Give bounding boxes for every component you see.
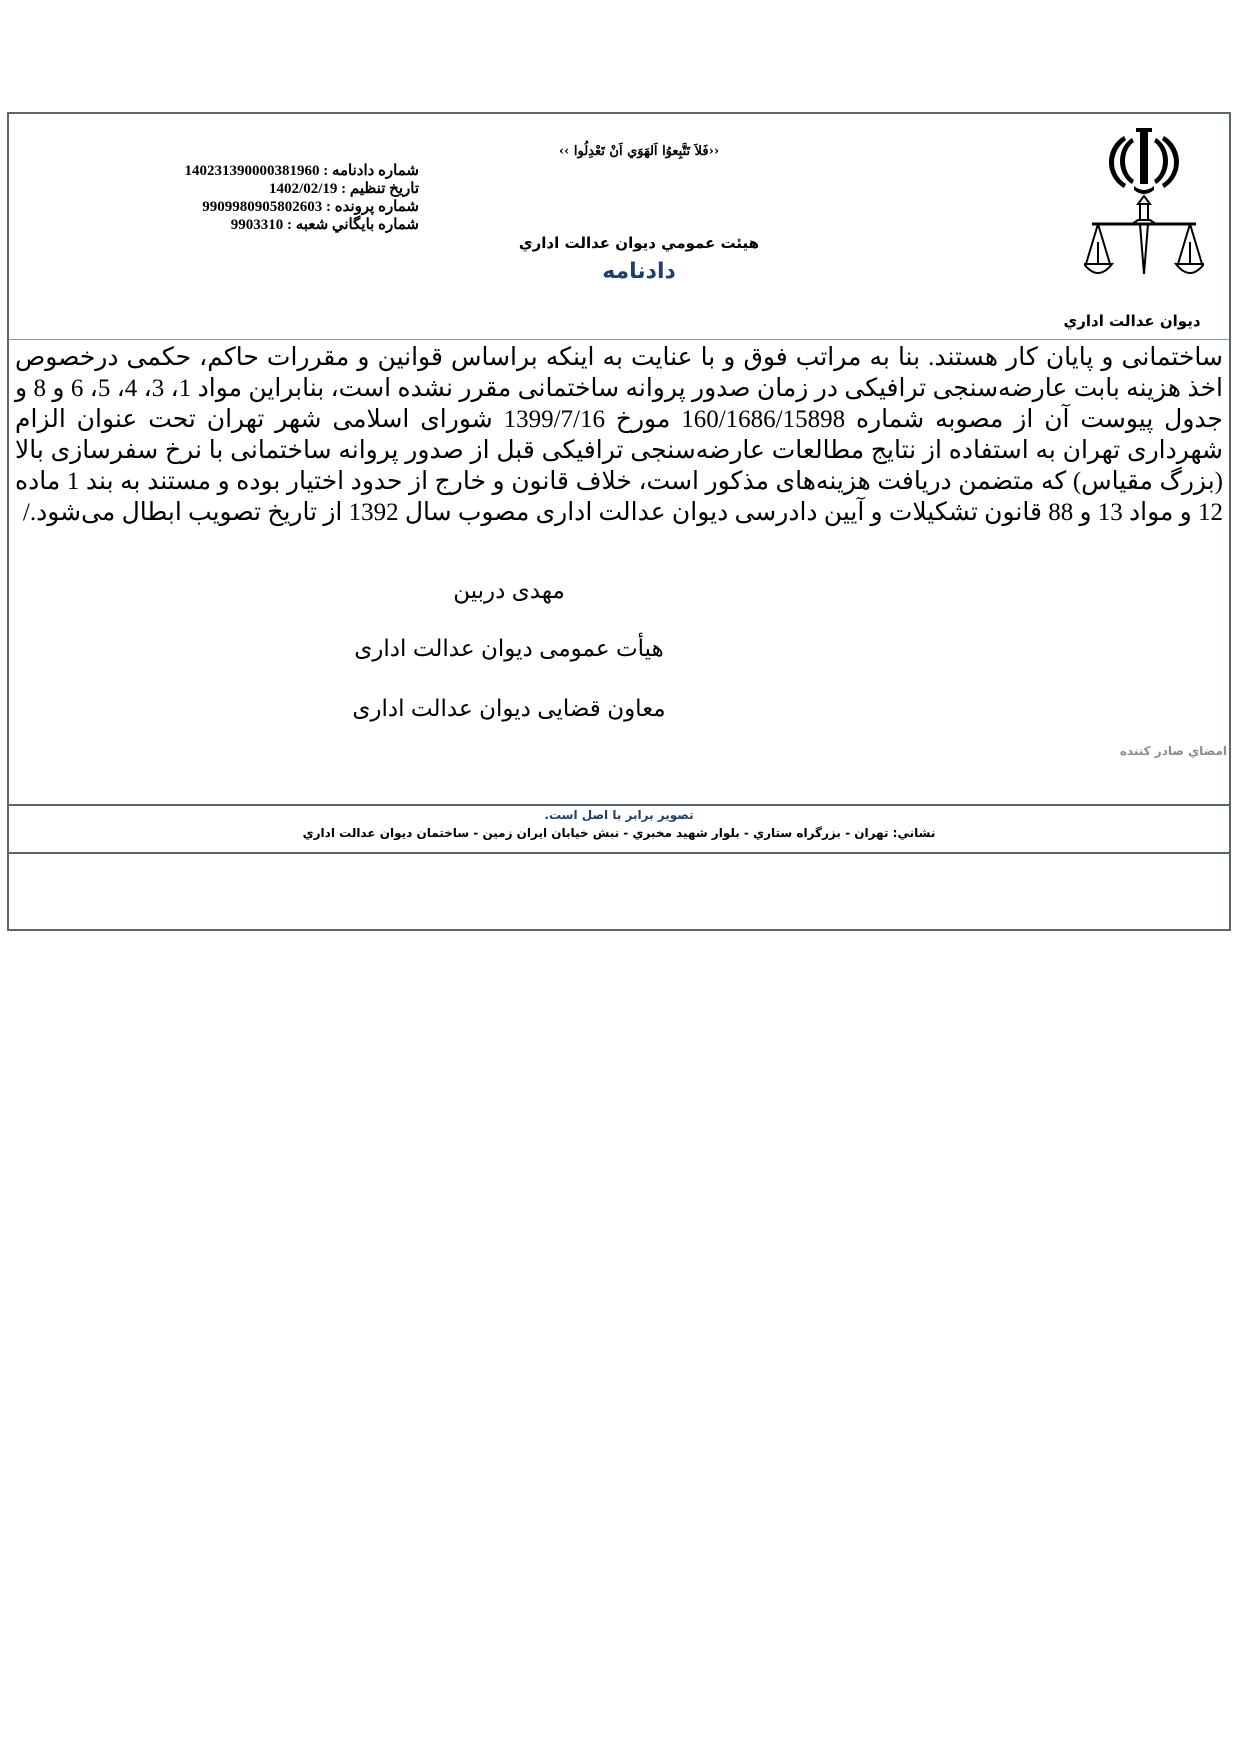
emblem-caption: ديوان عدالت اداري xyxy=(1063,312,1201,330)
certified-copy-note: تصوير برابر با اصل است. xyxy=(544,808,694,822)
issue-date-row xyxy=(99,180,419,198)
court-address: نشاني: تهران - بزرگراه ستاري - بلوار شهيد مخبري - نبش خيابان ايران زمين - ساختمان ديوان عدالت اداري xyxy=(302,826,936,840)
meta-value: 1402/02/19 xyxy=(269,181,338,197)
meta-label: شماره پرونده : xyxy=(325,199,419,215)
meta-value: 9909980905802603 xyxy=(202,199,323,215)
meta-label: شماره بايگاني شعبه : xyxy=(287,217,419,233)
meta-value: 140231390000381960 xyxy=(184,163,320,179)
branch-archive-number-row xyxy=(99,216,419,234)
quran-verse: ‹‹فَلاَ تَتَّبِعوُا اَلهَوَي اَنْ تَعْدِلُوا ›› xyxy=(558,144,720,159)
signer-board: هیأت عمومی دیوان عدالت اداری xyxy=(354,635,664,661)
decree-frame xyxy=(7,112,1231,931)
signer-title: معاون قضایی دیوان عدالت اداری xyxy=(352,695,666,721)
document-title: دادنامه xyxy=(602,259,676,284)
verdict-body: ساختمانی و پایان کار هستند. بنا به مراتب فوق و با عنایت به اینکه براساس قوانین و مقررات حاکم، حکمی درخصوص اخذ هزینه بابت عارضه‌سنجی ترافیکی در زمان صدور پروانه ساختمانی مقرر نشده است، بنابراین مواد 1، 3، 4، 5، 6 و 8 و جدول پیوست آن از مصوبه شماره 160/1686/15898 مورخ 1399/7/16 شورای اسلامی شهر تهران تحت عنوان الزام شهرداری تهران به استفاده از نتایج مطالعات عارضه‌سنجی ترافیکی قبل از صدور پروانه ساختمانی با نرخ سفرسازی بالا (بزرگ مقیاس) که متضمن دریافت هزینه‌های مذکور است، خلاف قانون و خارج از حدود اختیار بوده و مستند به بند 1 ماده 12 و مواد 13 و 88 قانون تشکیلات و آیین دادرسی دیوان عدالت اداری مصوب سال 1392 از تاریخ تصویب ابطال می‌شود./ xyxy=(15,344,1223,526)
verdict-number-row xyxy=(99,162,419,180)
meta-value: 9903310 xyxy=(230,217,284,233)
meta-label: تاريخ تنظيم : xyxy=(341,181,419,197)
signer-name: مهدی دربین xyxy=(453,577,565,603)
document-footer xyxy=(9,804,1229,931)
case-file-number-row xyxy=(99,198,419,216)
emblem xyxy=(1063,124,1219,334)
meta-label: شماره دادنامه : xyxy=(323,163,419,179)
scales-of-justice-emblem-icon xyxy=(1084,124,1204,304)
issuer-signature-label: امضاي صادر كننده xyxy=(1119,744,1227,758)
board-name: هيئت عمومي ديوان عدالت اداري xyxy=(518,234,760,252)
footer-box xyxy=(9,806,1229,854)
document-header xyxy=(9,114,1229,340)
case-metadata xyxy=(99,162,419,234)
